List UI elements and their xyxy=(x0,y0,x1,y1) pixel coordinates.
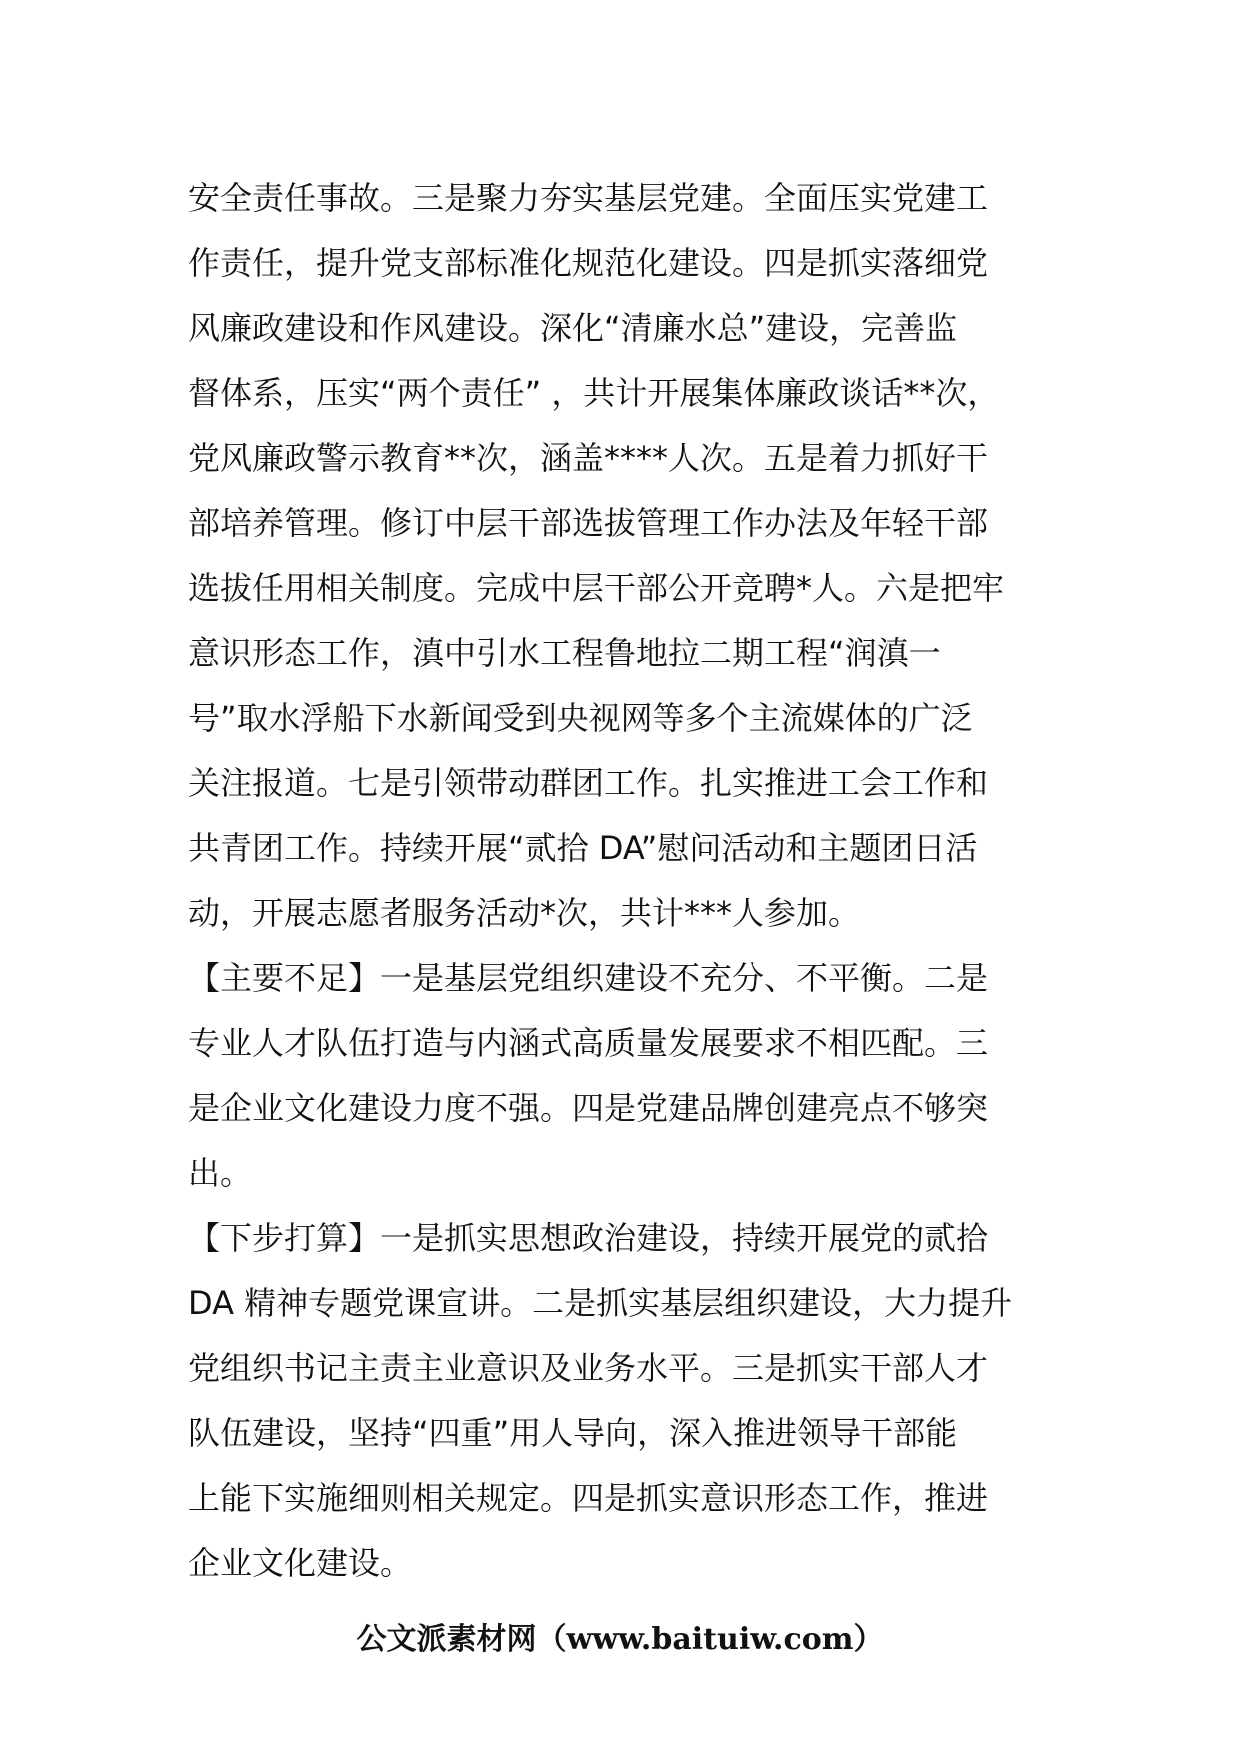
text-line: 关注报道。七是引领带动群团工作。扎实推进工会工作和 xyxy=(188,764,989,802)
text-line: 选拔任用相关制度。完成中层干部公开竞聘*人。六是把牢 xyxy=(188,569,1005,607)
text-line: 部培养管理。修订中层干部选拔管理工作办法及年轻干部 xyxy=(188,504,989,542)
section-line-shortcomings: 【主要不足】一是基层党组织建设不充分、不平衡。二是 xyxy=(188,959,989,997)
text-line: 党风廉政警示教育**次，涵盖****人次。五是着力抓好干 xyxy=(188,439,989,477)
text-line: 共青团工作。持续开展“贰拾 DA”慰问活动和主题团日活 xyxy=(188,829,978,867)
text-line: 作责任，提升党支部标准化规范化建设。四是抓实落细党 xyxy=(188,244,989,282)
text-line: 专业人才队伍打造与内涵式高质量发展要求不相匹配。三 xyxy=(188,1024,989,1062)
text-line: 党组织书记主责主业意识及业务水平。三是抓实干部人才 xyxy=(188,1349,989,1387)
text-line: 风廉政建设和作风建设。深化“清廉水总”建设，完善监 xyxy=(188,309,958,347)
text-line: 意识形态工作，滇中引水工程鲁地拉二期工程“润滇一 xyxy=(188,634,941,672)
footer-watermark: 公文派素材网（www.baituiw.com） xyxy=(356,1622,884,1657)
text-line: 企业文化建设。 xyxy=(188,1544,413,1582)
section-line-next-steps: 【下步打算】一是抓实思想政治建设，持续开展党的贰拾 xyxy=(188,1219,989,1257)
document-body xyxy=(188,166,1088,1596)
text-line: 是企业文化建设力度不强。四是党建品牌创建亮点不够突 xyxy=(188,1089,989,1127)
text-line: 出。 xyxy=(188,1154,253,1192)
text-line: 安全责任事故。三是聚力夯实基层党建。全面压实党建工 xyxy=(188,179,989,217)
text-line: 上能下实施细则相关规定。四是抓实意识形态工作，推进 xyxy=(188,1479,989,1517)
text-line: DA 精神专题党课宣讲。二是抓实基层组织建设，大力提升 xyxy=(188,1284,1013,1322)
text-line: 动，开展志愿者服务活动*次，共计***人参加。 xyxy=(188,894,861,932)
text-line: 督体系，压实“两个责任” ，共计开展集体廉政谈话**次， xyxy=(188,374,1000,412)
text-line: 号”取水浮船下水新闻受到央视网等多个主流媒体的广泛 xyxy=(188,699,973,737)
text-line: 队伍建设，坚持“四重”用人导向，深入推进领导干部能 xyxy=(188,1414,958,1452)
